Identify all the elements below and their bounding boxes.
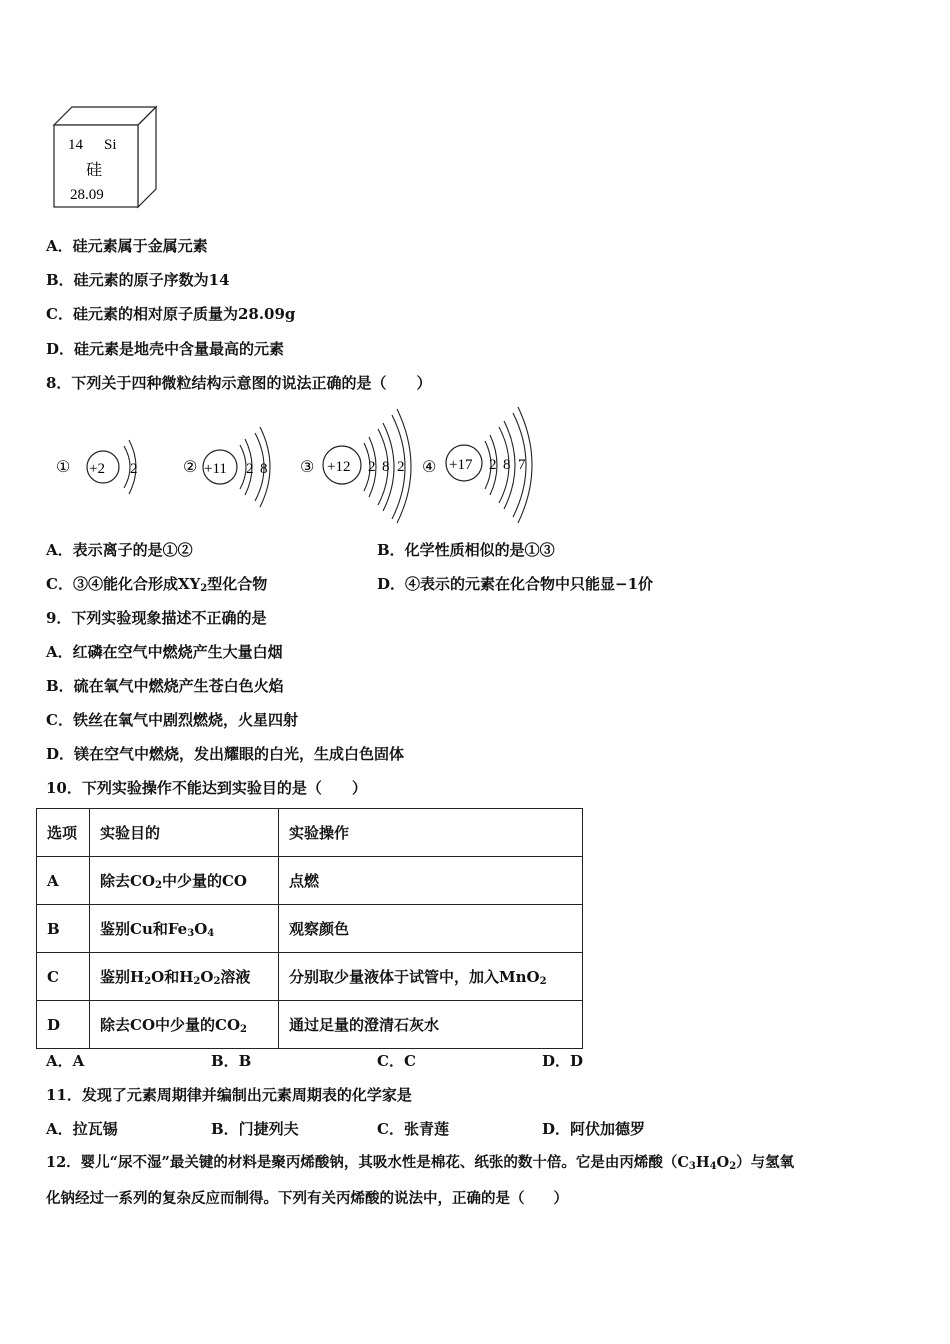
particle-1-diagram (56, 440, 138, 494)
q11-option-a: A．拉瓦锡 (46, 1120, 118, 1138)
q7-option-c: C．硅元素的相对原子质量为28.09g (46, 305, 296, 323)
q9-stem: 9．下列实验现象描述不正确的是 (46, 609, 267, 627)
element-number: 14 (68, 137, 83, 153)
element-card (50, 103, 160, 215)
svg-text:④: ④ (422, 459, 437, 476)
q7-option-d: D．硅元素是地壳中含量最高的元素 (46, 340, 285, 358)
svg-text:8: 8 (503, 457, 511, 473)
svg-text:2: 2 (130, 461, 138, 477)
q11-option-d: D．阿伏加德罗 (542, 1120, 646, 1138)
svg-text:8: 8 (260, 461, 268, 477)
q7-option-b: B．硅元素的原子序数为14 (46, 271, 230, 289)
experiment-table (36, 808, 583, 1049)
svg-text:②: ② (183, 459, 198, 476)
q8-option-b: B．化学性质相似的是①③ (377, 541, 555, 559)
element-mass: 28.09 (70, 187, 104, 203)
svg-text:8: 8 (382, 459, 390, 475)
q11-stem: 11．发现了元素周期律并编制出元素周期表的化学家是 (46, 1086, 412, 1104)
particle-2-diagram (183, 427, 270, 507)
table-row: B 鉴别Cu和$Fe_3O_4$ 观察颜色 (37, 905, 583, 953)
q8-option-d: D．④表示的元素在化合物中只能显−1价 (377, 575, 654, 593)
q10-option-b: B．B (211, 1052, 252, 1070)
q10-stem: 10．下列实验操作不能达到实验目的是（ ） (46, 779, 367, 797)
header-purpose: 实验目的 (90, 809, 279, 857)
atomic-structure-diagrams (50, 405, 550, 527)
q9-option-d: D．镁在空气中燃烧，发出耀眼的白光，生成白色固体 (46, 745, 405, 763)
svg-text:+17: +17 (449, 457, 473, 473)
svg-text:+12: +12 (327, 459, 351, 475)
header-operation: 实验操作 (279, 809, 583, 857)
table-row: D 除去CO中少量的$CO_2$ 通过足量的澄清石灰水 (37, 1001, 583, 1049)
q12-line-1: 12．婴儿“尿不湿”最关键的材料是聚丙烯酸钠，其吸水性是棉花、纸张的数十倍。它是由丙烯酸$(C_3H_4O_2)$与氢氧 (46, 1154, 795, 1172)
svg-text:①: ① (56, 459, 71, 476)
q11-option-c: C．张青莲 (377, 1120, 449, 1138)
svg-text:2: 2 (489, 457, 497, 473)
element-name: 硅 (86, 160, 103, 179)
svg-text:+11: +11 (204, 461, 227, 477)
svg-text:2: 2 (246, 461, 254, 477)
svg-text:7: 7 (518, 457, 526, 473)
q9-option-c: C．铁丝在氧气中剧烈燃烧，火星四射 (46, 711, 298, 729)
table-row: C 鉴别$H_2O$和$H_2O_2$溶液 分别取少量液体于试管中，加入MnO$_2$ (37, 953, 583, 1001)
q8-option-a: A．表示离子的是①② (46, 541, 193, 559)
element-symbol: Si (104, 137, 117, 153)
svg-text:+2: +2 (89, 461, 105, 477)
table-header-row (37, 809, 583, 857)
q10-option-d: D．D (542, 1052, 584, 1070)
particle-3-diagram (300, 409, 411, 523)
particle-4-diagram (422, 407, 532, 523)
q8-option-c: C．③④能化合形成$XY_2$型化合物 (46, 575, 268, 594)
q7-option-a: A．硅元素属于金属元素 (46, 237, 208, 255)
q10-option-a: A．A (46, 1052, 85, 1070)
q8-stem: 8．下列关于四种微粒结构示意图的说法正确的是（ ） (46, 374, 432, 392)
q11-option-b: B．门捷列夫 (211, 1120, 299, 1138)
header-option: 选项 (37, 809, 90, 857)
svg-text:③: ③ (300, 459, 315, 476)
svg-text:2: 2 (368, 459, 376, 475)
svg-text:2: 2 (397, 459, 405, 475)
q12-line-2: 化钠经过一系列的复杂反应而制得。下列有关丙烯酸的说法中，正确的是（ ） (46, 1190, 568, 1207)
table-row: A 除去$CO_2$中少量的CO 点燃 (37, 857, 583, 905)
q9-option-b: B．硫在氧气中燃烧产生苍白色火焰 (46, 677, 284, 695)
q10-option-c: C．C (377, 1052, 416, 1070)
q9-option-a: A．红磷在空气中燃烧产生大量白烟 (46, 643, 283, 661)
